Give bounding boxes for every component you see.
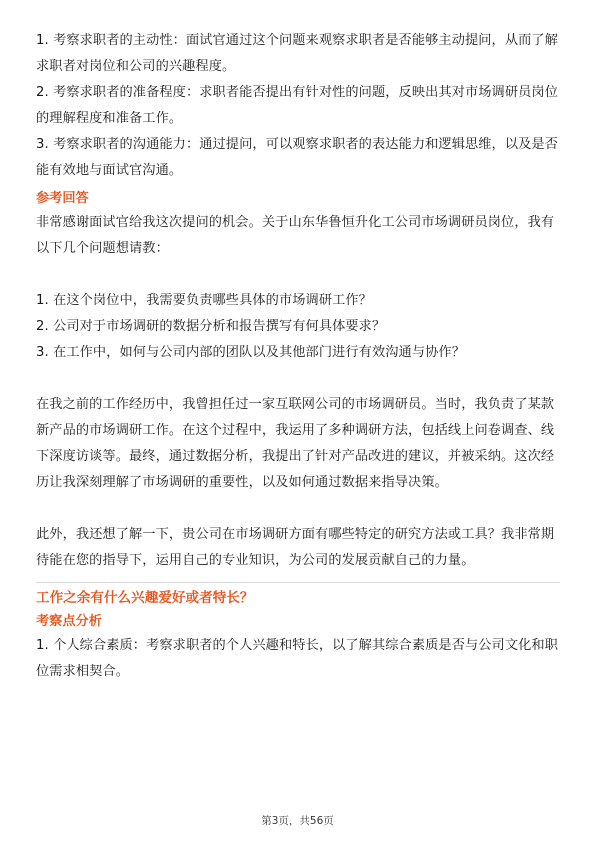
spacer (36, 496, 560, 522)
next-question-heading: 工作之余有什么兴趣爱好或者特长？ (36, 590, 254, 606)
section-divider (36, 582, 560, 583)
top-point-2: 2. 考察求职者的准备程度：求职者能否提出有针对性的问题，反映出其对市场调研员岗位的理解程度和准备工作。 (36, 85, 558, 126)
answer-question-1: 1. 在这个岗位中，我需要负责哪些具体的市场调研工作？ (36, 293, 372, 308)
answer-intro: 非常感谢面试官给我这次提问的机会。关于山东华鲁恒升化工公司市场调研员岗位，我有以下几个问题想请教： (36, 215, 555, 256)
experience-paragraph: 在我之前的工作经历中，我曾担任过一家互联网公司的市场调研员。当时，我负责了某款新产品的市场调研工作。在这个过程中，我运用了多种调研方法，包括线上问卷调查、线下深度访谈等。最终，通过数据分析，我提出了针对产品改进的建议，并被采纳。这次经历让我深刻理解了市场调研的重要性，以及如何通过数据来指导决策。 (36, 397, 555, 490)
top-point-3: 3. 考察求职者的沟通能力：通过提问，可以观察求职者的表达能力和逻辑思维，以及是否能有效地与面试官沟通。 (36, 137, 558, 178)
spacer (36, 262, 560, 288)
page-number-footer: 第3页，共56页 (261, 815, 334, 827)
document-page (36, 28, 560, 685)
answer-label: 参考回答 (36, 191, 89, 206)
answer-question-2: 2. 公司对于市场调研的数据分析和报告撰写有何具体要求？ (36, 319, 386, 334)
spacer (36, 366, 560, 392)
answer-question-3: 3. 在工作中，如何与公司内部的团队以及其他部门进行有效沟通与协作？ (36, 345, 465, 360)
analysis-point-1: 1. 个人综合素质：考察求职者的个人兴趣和特长，以了解其综合素质是否与公司文化和职位需求相契合。 (36, 638, 558, 679)
closing-paragraph: 此外，我还想了解一下，贵公司在市场调研方面有哪些特定的研究方法或工具？我非常期待能在您的指导下，运用自己的专业知识，为公司的发展贡献自己的力量。 (36, 527, 555, 568)
top-point-1: 1. 考察求职者的主动性：面试官通过这个问题来观察求职者是否能够主动提问，从而了解求职者对岗位和公司的兴趣程度。 (36, 33, 558, 74)
analysis-label: 考察点分析 (36, 614, 102, 629)
